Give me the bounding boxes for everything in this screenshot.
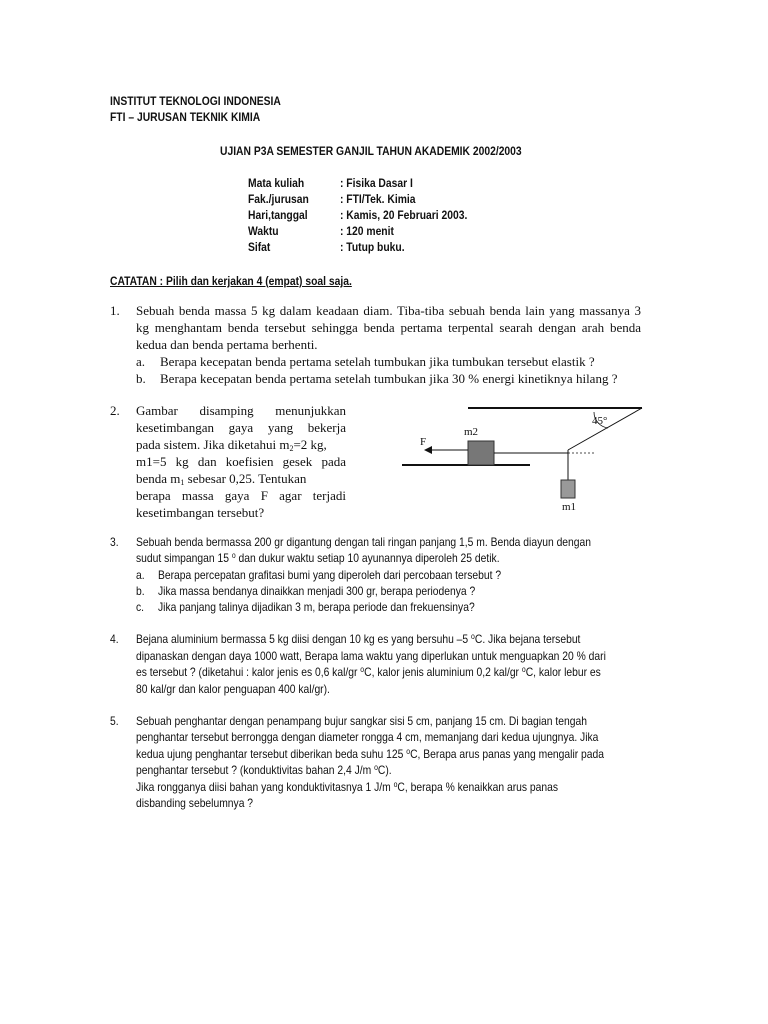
q5-text-part: C, Berapa arus panas yang mengalir pada: [410, 747, 605, 761]
question-number: 2.: [110, 403, 120, 418]
question-5-text: [136, 747, 604, 761]
q2-subscript: 1: [180, 478, 185, 487]
institution-name: INSTITUT TEKNOLOGI INDONESIA: [110, 94, 281, 108]
block-m2: [468, 441, 494, 465]
question-2-text: [136, 437, 346, 453]
q5-text-part: C).: [377, 763, 392, 777]
question-5-text: penghantar tersebut berrongga dengan diameter rongga 4 cm, memanjang dari kedua ujungnya. Jika: [136, 730, 599, 744]
question-5-text: Sebuah penghantar dengan penampang bujur sangkar sisi 5 cm, panjang 15 cm. Di bagian tengah: [136, 714, 587, 728]
question-5-text: disbanding sebelumnya ?: [136, 796, 254, 810]
degree-sup: o: [406, 747, 411, 756]
question-4-text: dipanaskan dengan daya 1000 watt, Berapa lama waktu yang diperlukan untuk menguapkan 20 % dari: [136, 649, 606, 663]
degree-sup: o: [231, 551, 236, 560]
q4-text-part: C, kalor lebur es: [525, 665, 601, 679]
angle-label: 45°: [592, 415, 608, 427]
question-2-text: berapa massa gaya F agar terjadi: [136, 488, 346, 503]
info-value: : Fisika Dasar I: [340, 176, 413, 190]
question-2-text: Gambar disamping menunjukkan: [136, 403, 346, 418]
question-3-option-b: Jika massa bendanya dinaikkan menjadi 300 gr, berapa periodenya ?: [158, 584, 476, 598]
q3-text-part: dan dukur waktu setiap 10 ayunannya diperoleh 25 detik.: [235, 551, 500, 565]
option-marker: a.: [136, 354, 146, 369]
question-1-text: kg menghantam benda tersebut sehingga benda pertama terpental searah dengan arah benda: [136, 320, 641, 335]
degree-sup: o: [471, 632, 475, 641]
q2-subscript: 2: [289, 444, 294, 453]
q4-text-part: C. Jika bejana tersebut: [474, 632, 581, 646]
option-marker: c.: [136, 600, 145, 614]
q2-text-part: benda m: [136, 471, 181, 486]
question-3-text: [136, 551, 500, 565]
department-name: FTI – JURUSAN TEKNIK KIMIA: [110, 110, 261, 124]
question-1-text: Sebuah benda massa 5 kg dalam keadaan diam. Tiba-tiba sebuah benda lain yang massanya 3: [136, 303, 641, 318]
question-1-option-b: Berapa kecepatan benda pertama setelah tumbukan jika 30 % energi kinetiknya hilang ?: [160, 371, 618, 386]
question-1-text: kedua dan benda pertama berhenti.: [136, 337, 318, 352]
option-marker: b.: [136, 371, 146, 386]
degree-sup: o: [374, 763, 378, 772]
question-2-text: [136, 471, 346, 487]
q2-text-part: =2 kg,: [293, 437, 327, 452]
question-2-text: kesetimbangan gaya yang bekerja: [136, 420, 346, 435]
force-label: F: [420, 436, 427, 448]
question-number: 1.: [110, 303, 120, 318]
exam-note: CATATAN : Pilih dan kerjakan 4 (empat) soal saja.: [110, 274, 352, 288]
force-diagram: [396, 398, 652, 518]
q4-text-part: Bejana aluminium bermassa 5 kg diisi dengan 10 kg es yang bersuhu –5: [136, 632, 472, 646]
q2-text-part: sebesar 0,25. Tentukan: [184, 471, 307, 486]
question-5-text: [136, 763, 392, 777]
q4-text-part: es tersebut ? (diketahui : kalor jenis es 0,6 kal/gr: [136, 665, 361, 679]
info-value: : 120 menit: [340, 224, 394, 238]
question-4-text: [136, 632, 580, 646]
info-label: Fak./jurusan: [248, 192, 309, 206]
q5-text-part: C, berapa % kenaikkan arus panas: [397, 780, 559, 794]
question-number: 4.: [110, 632, 119, 646]
info-value: : Tutup buku.: [340, 240, 405, 254]
q5-text-part: kedua ujung penghantar tersebut diberikan beda suhu 125: [136, 747, 407, 761]
degree-sup: o: [360, 665, 365, 674]
info-value: : Kamis, 20 Februari 2003.: [340, 208, 468, 222]
question-5-text: [136, 780, 558, 794]
q4-text-part: C, kalor jenis aluminium 0,2 kal/gr: [364, 665, 522, 679]
info-label: Hari,tanggal: [248, 208, 308, 222]
question-3-option-a: Berapa percepatan grafitasi bumi yang diperoleh dari percobaan tersebut ?: [158, 568, 502, 582]
degree-sup: o: [393, 780, 398, 789]
question-2-text: m1=5 kg dan koefisien gesek pada: [136, 454, 346, 469]
question-1-option-a: Berapa kecepatan benda pertama setelah tumbukan jika tumbukan tersebut elastik ?: [160, 354, 595, 369]
q3-text-part: sudut simpangan 15: [136, 551, 232, 565]
degree-sup: o: [521, 665, 526, 674]
question-4-text: [136, 665, 601, 679]
info-label: Sifat: [248, 240, 271, 254]
info-value: : FTI/Tek. Kimia: [340, 192, 416, 206]
question-number: 5.: [110, 714, 119, 728]
q5-text-part: penghantar tersebut ? (konduktivitas bahan 2,4 J/m: [136, 763, 375, 777]
q2-text-part: pada sistem. Jika diketahui m: [136, 437, 290, 452]
m1-label: m1: [562, 501, 577, 513]
option-marker: a.: [136, 568, 145, 582]
question-4-text: 80 kal/gr dan kalor penguapan 400 kal/gr).: [136, 682, 330, 696]
question-2-text: kesetimbangan tersebut?: [136, 505, 265, 520]
option-marker: b.: [136, 584, 145, 598]
exam-title: UJIAN P3A SEMESTER GANJIL TAHUN AKADEMIK 2002/2003: [220, 144, 522, 158]
block-m1: [561, 480, 575, 498]
question-number: 3.: [110, 535, 119, 549]
q5-text-part: Jika rongganya diisi bahan yang konduktivitasnya 1 J/m: [136, 780, 394, 794]
m2-label: m2: [464, 426, 479, 438]
info-label: Mata kuliah: [248, 176, 305, 190]
question-3-text: Sebuah benda bermassa 200 gr digantung dengan tali ringan panjang 1,5 m. Benda diayun dengan: [136, 535, 592, 549]
question-3-option-c: Jika panjang talinya dijadikan 3 m, berapa periode dan frekuensinya?: [158, 600, 475, 614]
info-label: Waktu: [248, 224, 279, 238]
